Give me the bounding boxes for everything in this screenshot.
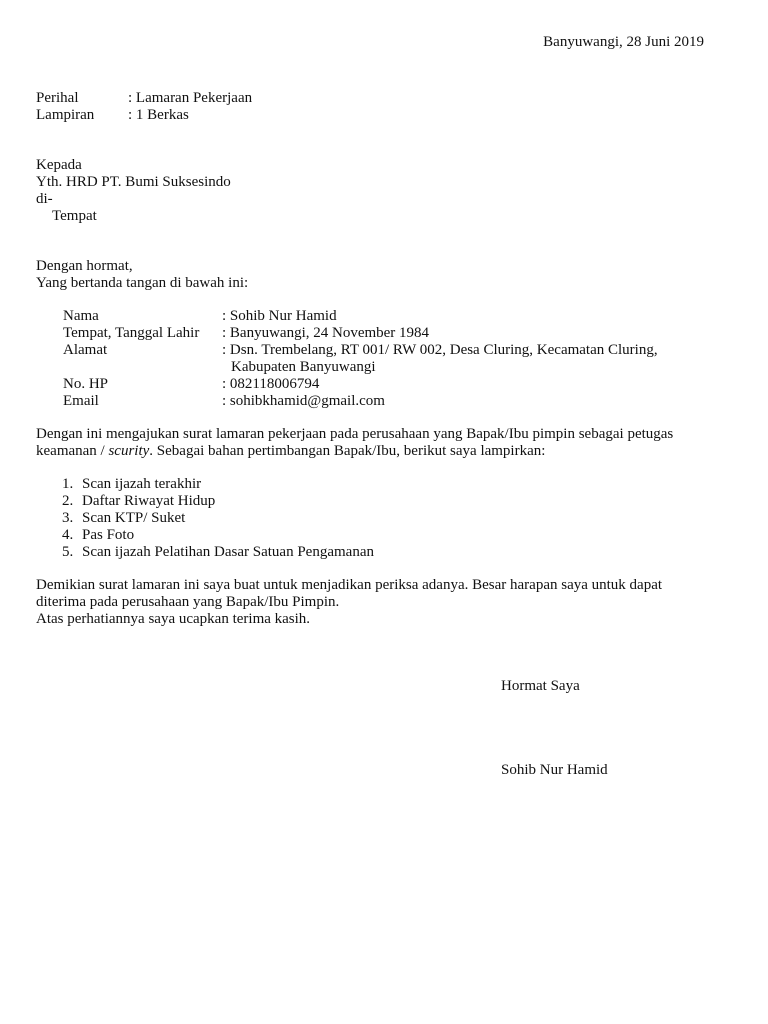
salutation: Dengan hormat, — [36, 258, 133, 274]
recipient-line: di- — [36, 191, 53, 207]
identity-row — [63, 325, 658, 342]
closing-line: Atas perhatiannya saya ucapkan terima kasih. — [36, 611, 311, 627]
attachment-count-row — [36, 107, 252, 124]
list-number: 4. — [62, 527, 74, 543]
identity-label: Alamat — [63, 342, 108, 358]
list-text: Scan KTP/ Suket — [82, 510, 186, 526]
attachment-count-label: Lampiran — [36, 107, 95, 123]
attachment-list — [62, 476, 374, 561]
list-text: Pas Foto — [82, 527, 135, 543]
attachment-count-value: : 1 Berkas — [128, 107, 189, 123]
subject-value: : Lamaran Pekerjaan — [128, 90, 253, 106]
body-text: keamanan / — [36, 443, 109, 459]
signature-name: Sohib Nur Hamid — [501, 762, 608, 778]
identity-row — [63, 359, 658, 376]
body-paragraph — [36, 426, 673, 460]
list-item — [62, 527, 374, 544]
identity-row — [63, 342, 658, 359]
list-item — [62, 476, 374, 493]
list-number: 1. — [62, 476, 74, 492]
identity-label: Nama — [63, 308, 99, 324]
identity-value: : Dsn. Trembelang, RT 001/ RW 002, Desa Cluring, Kecamatan Cluring, — [222, 342, 658, 358]
identity-table — [63, 308, 658, 410]
identity-value: Kabupaten Banyuwangi — [231, 359, 376, 375]
subject-row — [36, 90, 252, 107]
recipient-line: Kepada — [36, 157, 82, 173]
identity-value: : Sohib Nur Hamid — [222, 308, 337, 324]
closing-line: diterima pada perusahaan yang Bapak/Ibu Pimpin. — [36, 594, 340, 610]
identity-value: : Banyuwangi, 24 November 1984 — [222, 325, 430, 341]
list-number: 2. — [62, 493, 74, 509]
subject-label: Perihal — [36, 90, 79, 106]
opening-block — [36, 258, 248, 292]
identity-row — [63, 308, 658, 325]
identity-label: Tempat, Tanggal Lahir — [63, 325, 200, 341]
body-italic-text: scurity — [108, 443, 150, 459]
identity-value: : sohibkhamid@gmail.com — [222, 393, 385, 409]
identity-label-empty — [63, 359, 222, 376]
list-text: Scan ijazah terakhir — [82, 476, 202, 492]
list-number: 3. — [62, 510, 74, 526]
identity-row — [63, 393, 658, 410]
list-text: Daftar Riwayat Hidup — [82, 493, 216, 509]
identity-row — [63, 376, 658, 393]
body-line: Dengan ini mengajukan surat lamaran pekerjaan pada perusahaan yang Bapak/Ibu pimpin sebagai petugas — [36, 426, 674, 442]
body-text: . Sebagai bahan pertimbangan Bapak/Ibu, berikut saya lampirkan: — [149, 443, 546, 459]
signature-greeting: Hormat Saya — [501, 678, 580, 694]
list-item — [62, 510, 374, 527]
identity-label: No. HP — [63, 376, 109, 392]
recipient-block — [36, 157, 231, 225]
list-item — [62, 493, 374, 510]
closing-line: Demikian surat lamaran ini saya buat untuk menjadikan periksa adanya. Besar harapan saya untuk dapat — [36, 577, 663, 593]
subject-block — [36, 90, 252, 124]
intro-line: Yang bertanda tangan di bawah ini: — [36, 275, 249, 291]
recipient-line: Yth. HRD PT. Bumi Suksesindo — [36, 174, 231, 190]
list-item — [62, 544, 374, 561]
recipient-line: Tempat — [52, 208, 97, 224]
list-number: 5. — [62, 544, 74, 560]
place-date: Banyuwangi, 28 Juni 2019 — [543, 34, 704, 50]
list-text: Scan ijazah Pelatihan Dasar Satuan Pengamanan — [82, 544, 374, 560]
identity-label: Email — [63, 393, 99, 409]
body-line — [36, 443, 673, 460]
closing-paragraph — [36, 577, 662, 628]
identity-value: : 082118006794 — [222, 376, 320, 392]
